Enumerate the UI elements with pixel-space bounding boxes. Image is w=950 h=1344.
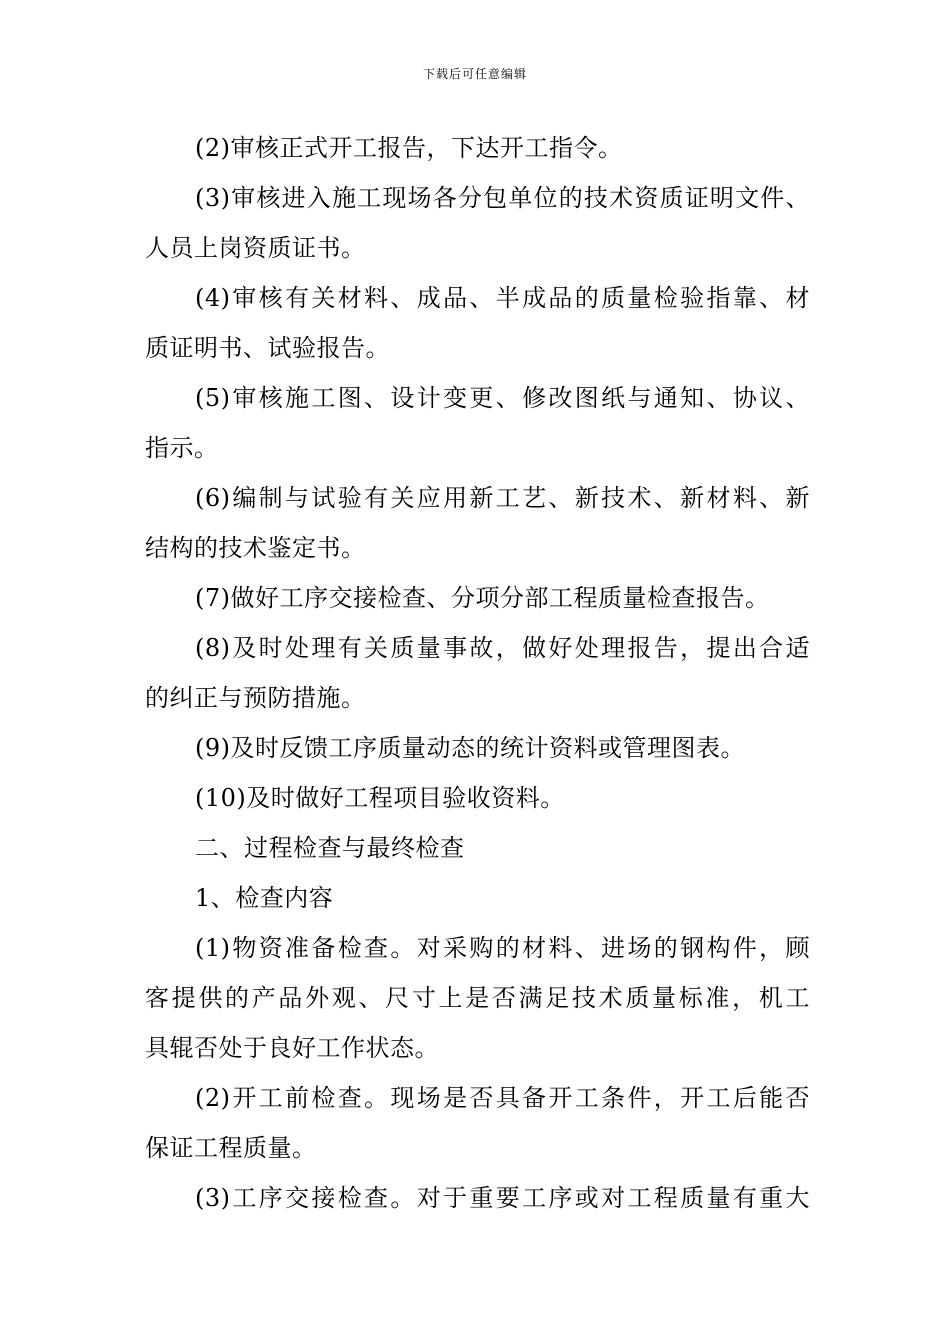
text-line: (4)审核有关材料、成品、半成品的质量检验指靠、材	[195, 284, 810, 312]
subsection-heading: 1、检查内容	[195, 884, 334, 912]
page-header: 下载后可任意编辑	[422, 67, 527, 81]
text-line: 结构的技术鉴定书。	[145, 534, 366, 562]
text-line: (1)物资准备检查。对采购的材料、进场的钢构件，顾	[195, 934, 810, 962]
text-line: (2)开工前检查。现场是否具备开工条件，开工后能否	[195, 1084, 810, 1112]
text-line: (5)审核施工图、设计变更、修改图纸与通知、协议、	[195, 384, 810, 412]
text-line: (10)及时做好工程项目验收资料。	[195, 784, 565, 812]
text-line: (3)工序交接检查。对于重要工序或对工程质量有重大	[195, 1184, 810, 1212]
text-line: (8)及时处理有关质量事故，做好处理报告，提出合适	[195, 634, 810, 662]
text-line: 人员上岗资质证书。	[145, 234, 366, 262]
section-heading: 二、过程检查与最终检查	[195, 834, 465, 862]
text-line: 质证明书、试验报告。	[145, 334, 390, 362]
text-line: (9)及时反馈工序质量动态的统计资料或管理图表。	[195, 734, 745, 762]
text-line: 具辊否处于良好工作状态。	[145, 1034, 439, 1062]
text-line: 客提供的产品外观、尺寸上是否满足技术质量标准，机工	[145, 984, 810, 1012]
text-line: 指示。	[145, 434, 219, 462]
text-line: 的纠正与预防措施。	[145, 684, 366, 712]
text-line: (3)审核进入施工现场各分包单位的技术资质证明文件、	[195, 184, 810, 212]
text-line: (6)编制与试验有关应用新工艺、新技术、新材料、新	[195, 484, 810, 512]
document-body	[145, 128, 810, 1228]
text-line: (2)审核正式开工报告，下达开工指令。	[195, 134, 623, 162]
text-line: 保证工程质量。	[145, 1134, 317, 1162]
text-line: (7)做好工序交接检查、分项分部工程质量检查报告。	[195, 584, 770, 612]
